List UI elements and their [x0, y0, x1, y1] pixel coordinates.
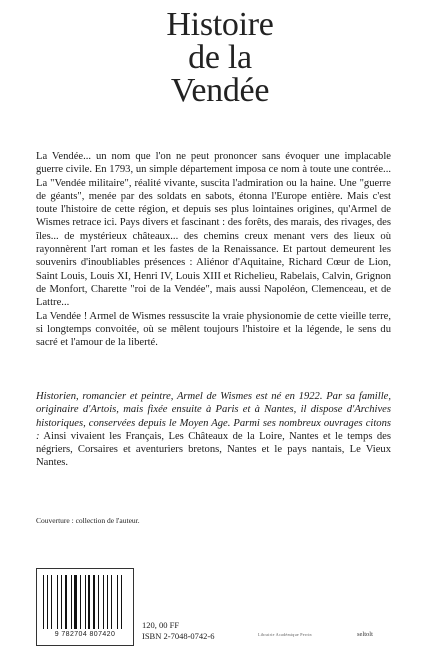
barcode-icon — [43, 575, 125, 629]
barcode-box — [36, 568, 134, 646]
description-paragraph-2: La Vendée ! Armel de Wismes ressuscite la vraie physionomie de cette vieille terre, si longtemps convoitée, où se mêlent toujours l'histoire et la légende, le sens du sacré et l'amour de la liberté. — [36, 310, 391, 349]
publisher-line: Librairie Académique Perrin — [258, 632, 312, 637]
cover-credit: Couverture : collection de l'auteur. — [36, 516, 140, 525]
author-bio — [36, 390, 391, 470]
price-block — [142, 620, 214, 642]
title-line-1: Histoire — [166, 6, 274, 43]
book-title — [120, 8, 320, 107]
title-line-2: de la — [188, 39, 252, 76]
title-line-3: Vendée — [170, 72, 270, 109]
author-bio-works: Ainsi vivaient les Français, Les Châteaux de la Loire, Nantes et le temps des négriers, Corsaires et aventuriers bretons, Nantes et le pays nantais, Le Vieux Nantes. — [36, 430, 391, 469]
price: 120, 00 FF — [142, 620, 180, 630]
isbn: ISBN 2-7048-0742-6 — [142, 631, 215, 641]
barcode-digits: 9 782704 807420 — [54, 631, 116, 638]
reference-code: seltolt — [357, 631, 373, 638]
description — [36, 150, 391, 349]
description-paragraph-1: La Vendée... un nom que l'on ne peut prononcer sans évoquer une implacable guerre civile. En 1793, un simple département imposa ce nom à toute une contrée... La "Vendée militaire", réalité vivante, suscita l'admiration ou la haine. Une "guerre de géants", menée par des soldats en sabots, étonna l'Europe entière. Mais c'est toute l'histoire de cette région, et depuis ses plus lointaines origines, qu'Armel de Wismes retrace ici. Pays divers et fascinant : des forêts, des marais, des rivages, des îles... de mystérieux châteaux... des chemins creux menant vers des lieux où rayonnèrent l'art roman et les fastes de la Renaissance. Et partout demeurent les souvenirs d'inoubliables présences : Aliénor d'Aquitaine, Richard Cœur de Lion, Saint Louis, Louis XI, Henri IV, Louis XIII et Richelieu, Rabelais, Calvin, Grignon de Monfort, Charette "roi de la Vendée", mais aussi Napoléon, Clemenceau, et de Lattre... — [36, 151, 391, 309]
author-bio-italic: Historien, romancier et peintre, Armel de Wismes est né en 1922. Par sa famille, originaire d'Artois, mais fixée ensuite à Paris et à Nantes, il dispose d'Archives historiques, conservées depuis le Moyen Age. Parmi ses nombreux ouvrages citons : — [36, 391, 391, 442]
